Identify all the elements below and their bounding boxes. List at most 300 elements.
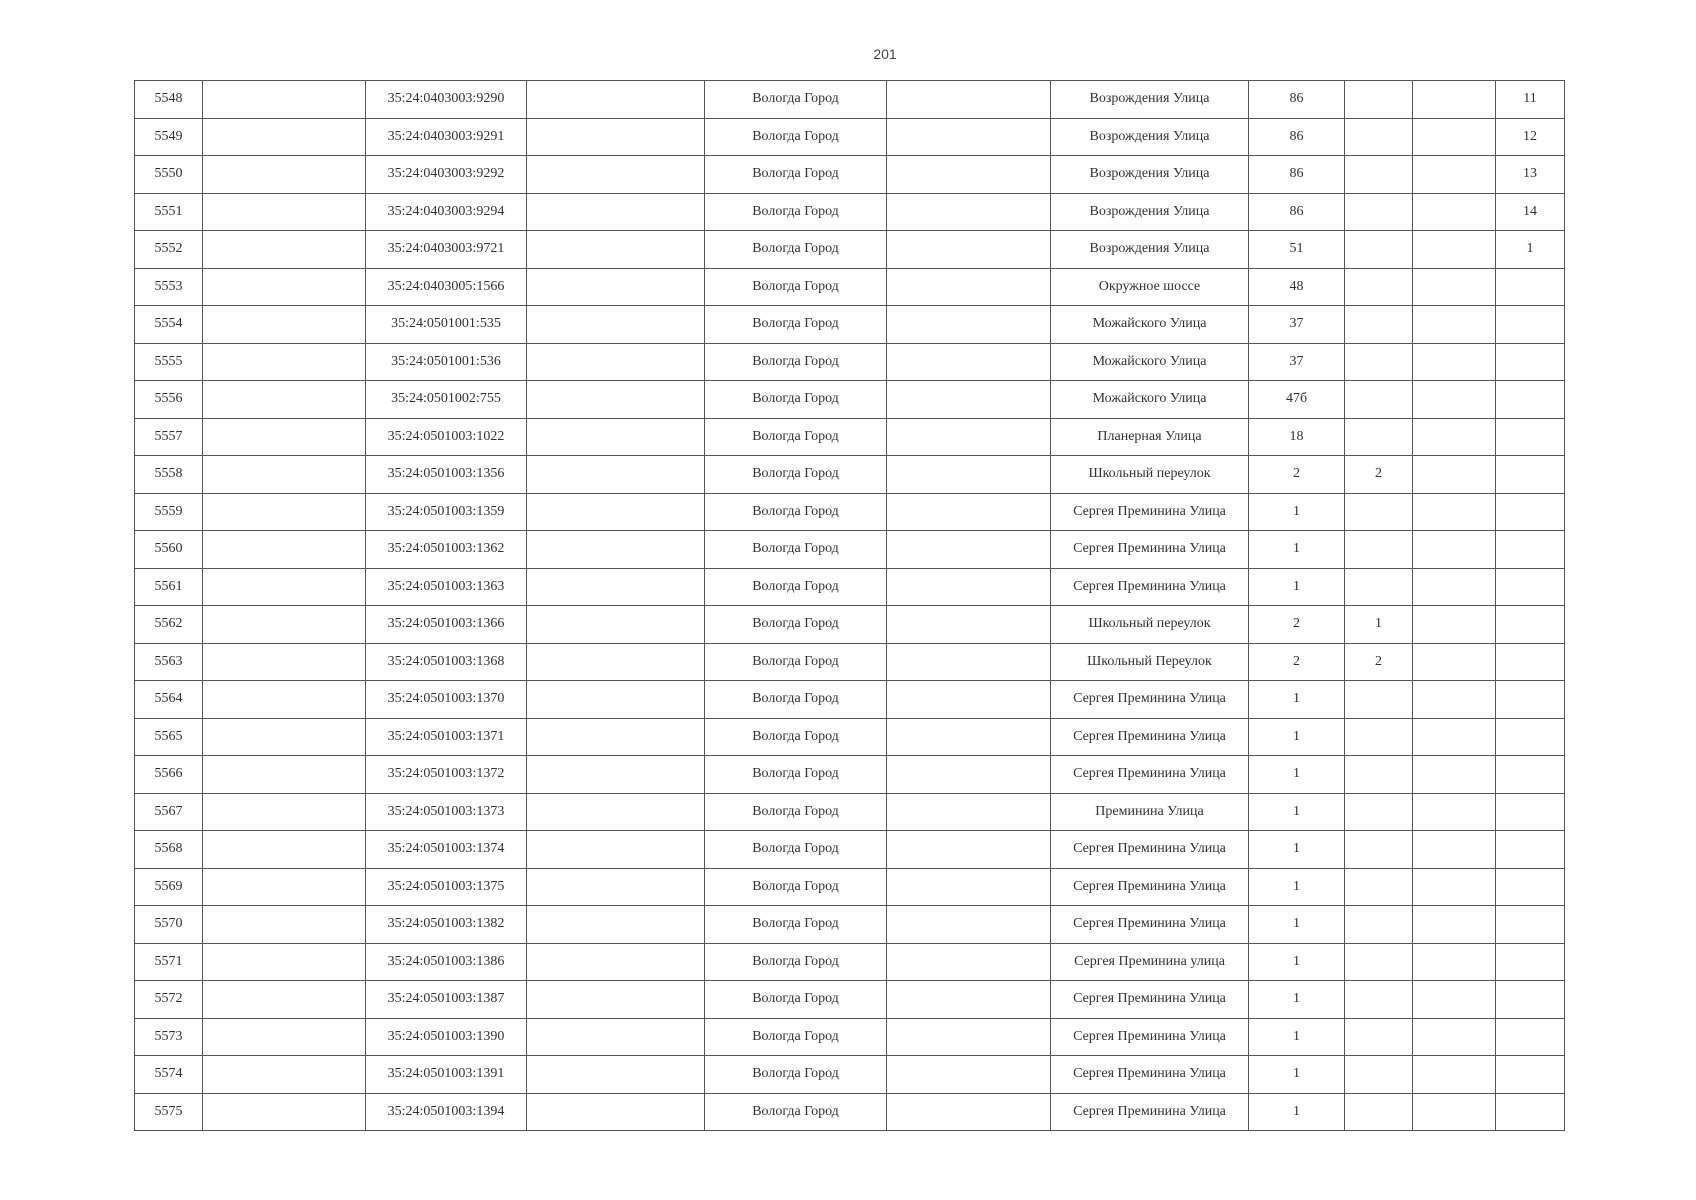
cell-building [1345,831,1413,869]
cell-row-number: 5551 [135,193,203,231]
cell-empty [887,756,1051,794]
cell-row-number: 5555 [135,343,203,381]
cell-empty [203,118,366,156]
cell-apartment [1496,1056,1565,1094]
cell-structure [1413,231,1496,269]
cell-house: 37 [1249,306,1345,344]
cell-row-number: 5566 [135,756,203,794]
cell-row-number: 5550 [135,156,203,194]
cell-empty [887,493,1051,531]
cell-structure [1413,306,1496,344]
cell-row-number: 5567 [135,793,203,831]
table-row [135,756,1565,794]
cell-row-number: 5560 [135,531,203,569]
cell-row-number: 5556 [135,381,203,419]
cell-structure [1413,906,1496,944]
cell-building: 1 [1345,606,1413,644]
cell-structure [1413,268,1496,306]
cell-empty [527,493,705,531]
cell-city: Вологда Город [705,1093,887,1131]
cell-empty [527,981,705,1019]
cell-city: Вологда Город [705,493,887,531]
cell-street: Планерная Улица [1051,418,1249,456]
cell-empty [887,943,1051,981]
cell-apartment [1496,343,1565,381]
table-row [135,381,1565,419]
cell-empty [887,831,1051,869]
cell-empty [203,568,366,606]
cell-city: Вологда Город [705,906,887,944]
cell-empty [527,943,705,981]
table-row [135,531,1565,569]
cell-structure [1413,381,1496,419]
cell-city: Вологда Город [705,231,887,269]
cell-row-number: 5575 [135,1093,203,1131]
cell-apartment [1496,531,1565,569]
page-number: 201 [873,46,897,62]
cell-structure [1413,568,1496,606]
table-row [135,906,1565,944]
table-row [135,718,1565,756]
cell-cadastral-number: 35:24:0501003:1362 [366,531,527,569]
cell-empty [203,268,366,306]
cell-apartment [1496,943,1565,981]
cell-empty [887,868,1051,906]
cell-empty [527,568,705,606]
cell-apartment [1496,831,1565,869]
cell-cadastral-number: 35:24:0501003:1387 [366,981,527,1019]
cell-apartment [1496,756,1565,794]
table-row [135,943,1565,981]
cell-building [1345,156,1413,194]
cell-house: 1 [1249,756,1345,794]
cell-empty [887,1056,1051,1094]
cell-building [1345,381,1413,419]
cell-empty [203,793,366,831]
cell-house: 86 [1249,118,1345,156]
cell-empty [527,193,705,231]
cell-empty [887,643,1051,681]
cell-city: Вологда Город [705,118,887,156]
cell-apartment [1496,456,1565,494]
cell-row-number: 5573 [135,1018,203,1056]
cell-structure [1413,1018,1496,1056]
cell-cadastral-number: 35:24:0501003:1373 [366,793,527,831]
cell-row-number: 5574 [135,1056,203,1094]
cell-house: 47б [1249,381,1345,419]
cell-street: Сергея Преминина Улица [1051,981,1249,1019]
table-body [135,81,1565,1131]
cell-empty [203,906,366,944]
cell-empty [527,1093,705,1131]
cell-empty [887,231,1051,269]
cell-apartment [1496,906,1565,944]
cell-empty [527,156,705,194]
cell-empty [527,643,705,681]
cell-city: Вологда Город [705,268,887,306]
cell-empty [887,381,1051,419]
cell-structure [1413,1093,1496,1131]
cell-street: Можайского Улица [1051,381,1249,419]
cell-building [1345,943,1413,981]
cell-apartment [1496,1018,1565,1056]
cell-empty [203,193,366,231]
cell-empty [527,231,705,269]
cell-building [1345,681,1413,719]
cell-empty [887,306,1051,344]
cell-house: 1 [1249,1018,1345,1056]
cell-house: 2 [1249,456,1345,494]
cell-building [1345,906,1413,944]
cell-row-number: 5564 [135,681,203,719]
cell-empty [203,868,366,906]
cell-structure [1413,868,1496,906]
cell-building [1345,268,1413,306]
cell-cadastral-number: 35:24:0501003:1394 [366,1093,527,1131]
cell-house: 1 [1249,906,1345,944]
cell-empty [203,981,366,1019]
cell-structure [1413,718,1496,756]
cell-structure [1413,193,1496,231]
cell-empty [203,231,366,269]
cell-row-number: 5563 [135,643,203,681]
cell-cadastral-number: 35:24:0501003:1390 [366,1018,527,1056]
cell-house: 86 [1249,81,1345,119]
cell-street: Сергея Преминина Улица [1051,1093,1249,1131]
table-row [135,981,1565,1019]
cell-empty [887,606,1051,644]
cell-empty [527,831,705,869]
cell-street: Сергея Преминина Улица [1051,906,1249,944]
cell-row-number: 5562 [135,606,203,644]
cell-street: Сергея Преминина Улица [1051,568,1249,606]
cell-empty [887,456,1051,494]
cell-house: 1 [1249,793,1345,831]
cell-cadastral-number: 35:24:0403003:9292 [366,156,527,194]
cell-empty [527,343,705,381]
cell-cadastral-number: 35:24:0501003:1374 [366,831,527,869]
table-row [135,606,1565,644]
cell-street: Сергея Преминина улица [1051,943,1249,981]
cell-cadastral-number: 35:24:0501003:1371 [366,718,527,756]
cell-street: Возрождения Улица [1051,81,1249,119]
cell-city: Вологда Город [705,868,887,906]
cell-city: Вологда Город [705,681,887,719]
cell-empty [527,531,705,569]
cell-row-number: 5553 [135,268,203,306]
cell-empty [887,268,1051,306]
cell-building [1345,118,1413,156]
cell-street: Сергея Преминина Улица [1051,493,1249,531]
cell-empty [203,81,366,119]
cell-apartment [1496,493,1565,531]
cell-street: Окружное шоссе [1051,268,1249,306]
cell-street: Возрождения Улица [1051,156,1249,194]
cell-building [1345,868,1413,906]
cell-row-number: 5565 [135,718,203,756]
cell-apartment [1496,381,1565,419]
table-row [135,231,1565,269]
cell-apartment [1496,793,1565,831]
cell-empty [203,831,366,869]
cell-building [1345,981,1413,1019]
cell-empty [203,156,366,194]
cell-house: 86 [1249,193,1345,231]
cell-empty [203,606,366,644]
cell-street: Возрождения Улица [1051,231,1249,269]
cell-street: Школьный Переулок [1051,643,1249,681]
cell-cadastral-number: 35:24:0501003:1386 [366,943,527,981]
cell-structure [1413,531,1496,569]
cell-city: Вологда Город [705,531,887,569]
cell-apartment: 1 [1496,231,1565,269]
cell-row-number: 5549 [135,118,203,156]
cell-empty [887,193,1051,231]
cell-empty [527,1018,705,1056]
cell-house: 1 [1249,681,1345,719]
cell-street: Возрождения Улица [1051,118,1249,156]
cell-building [1345,793,1413,831]
table-row [135,868,1565,906]
cell-apartment [1496,606,1565,644]
cell-empty [887,418,1051,456]
cell-street: Можайского Улица [1051,343,1249,381]
cell-empty [203,681,366,719]
cell-city: Вологда Город [705,1018,887,1056]
cell-cadastral-number: 35:24:0403003:9290 [366,81,527,119]
cell-house: 1 [1249,943,1345,981]
cell-structure [1413,756,1496,794]
cell-empty [203,418,366,456]
table-row [135,268,1565,306]
table-row [135,1093,1565,1131]
cell-empty [527,81,705,119]
cell-city: Вологда Город [705,456,887,494]
cell-house: 1 [1249,531,1345,569]
cell-row-number: 5557 [135,418,203,456]
cell-empty [527,681,705,719]
cell-cadastral-number: 35:24:0403005:1566 [366,268,527,306]
cell-structure [1413,643,1496,681]
cell-empty [887,81,1051,119]
cell-apartment [1496,643,1565,681]
cell-city: Вологда Город [705,643,887,681]
cell-building [1345,493,1413,531]
table-row [135,493,1565,531]
table-row [135,1056,1565,1094]
cell-cadastral-number: 35:24:0501002:755 [366,381,527,419]
cell-city: Вологда Город [705,981,887,1019]
cell-house: 1 [1249,868,1345,906]
register-table [134,80,1565,1131]
cell-apartment: 11 [1496,81,1565,119]
cell-house: 18 [1249,418,1345,456]
cell-building [1345,1056,1413,1094]
cell-cadastral-number: 35:24:0501003:1022 [366,418,527,456]
cell-building: 2 [1345,643,1413,681]
cell-building [1345,568,1413,606]
cell-empty [887,1093,1051,1131]
cell-structure [1413,831,1496,869]
cell-street: Сергея Преминина Улица [1051,531,1249,569]
cell-apartment [1496,718,1565,756]
cell-city: Вологда Город [705,831,887,869]
cell-apartment [1496,306,1565,344]
cell-empty [887,1018,1051,1056]
table-row [135,156,1565,194]
cell-cadastral-number: 35:24:0501003:1368 [366,643,527,681]
cell-building [1345,81,1413,119]
cell-structure [1413,981,1496,1019]
cell-empty [527,868,705,906]
cell-apartment [1496,681,1565,719]
cell-cadastral-number: 35:24:0403003:9294 [366,193,527,231]
table-row [135,81,1565,119]
cell-apartment [1496,868,1565,906]
cell-street: Сергея Преминина Улица [1051,868,1249,906]
cell-empty [527,793,705,831]
cell-structure [1413,1056,1496,1094]
cell-empty [527,606,705,644]
cell-city: Вологда Город [705,756,887,794]
cell-street: Школьный переулок [1051,606,1249,644]
cell-city: Вологда Город [705,343,887,381]
cell-structure [1413,943,1496,981]
cell-empty [887,118,1051,156]
cell-house: 86 [1249,156,1345,194]
cell-cadastral-number: 35:24:0501003:1356 [366,456,527,494]
cell-empty [203,531,366,569]
cell-apartment: 14 [1496,193,1565,231]
cell-empty [527,306,705,344]
cell-cadastral-number: 35:24:0501003:1372 [366,756,527,794]
cell-row-number: 5559 [135,493,203,531]
cell-city: Вологда Город [705,568,887,606]
cell-house: 1 [1249,981,1345,1019]
cell-house: 1 [1249,1056,1345,1094]
cell-empty [527,756,705,794]
table-row [135,681,1565,719]
cell-empty [887,531,1051,569]
table-row [135,831,1565,869]
cell-house: 51 [1249,231,1345,269]
cell-street: Школьный переулок [1051,456,1249,494]
cell-empty [887,793,1051,831]
cell-empty [527,381,705,419]
cell-street: Возрождения Улица [1051,193,1249,231]
cell-building [1345,531,1413,569]
cell-structure [1413,493,1496,531]
cell-building [1345,231,1413,269]
cell-building [1345,1093,1413,1131]
cell-empty [203,456,366,494]
cell-street: Сергея Преминина Улица [1051,831,1249,869]
cell-city: Вологда Город [705,1056,887,1094]
cell-structure [1413,606,1496,644]
cell-empty [527,118,705,156]
cell-empty [203,1093,366,1131]
cell-building [1345,193,1413,231]
cell-city: Вологда Город [705,381,887,419]
cell-city: Вологда Город [705,156,887,194]
cell-cadastral-number: 35:24:0501003:1375 [366,868,527,906]
cell-empty [203,643,366,681]
cell-building [1345,718,1413,756]
cell-empty [887,343,1051,381]
cell-empty [887,568,1051,606]
cell-city: Вологда Город [705,718,887,756]
cell-structure [1413,81,1496,119]
cell-house: 1 [1249,718,1345,756]
cell-house: 1 [1249,831,1345,869]
cell-apartment [1496,268,1565,306]
cell-row-number: 5572 [135,981,203,1019]
cell-structure [1413,681,1496,719]
cell-empty [527,268,705,306]
cell-empty [203,756,366,794]
cell-empty [203,718,366,756]
cell-row-number: 5570 [135,906,203,944]
cell-empty [203,1018,366,1056]
table-row [135,118,1565,156]
cell-empty [203,306,366,344]
cell-row-number: 5571 [135,943,203,981]
cell-building [1345,756,1413,794]
cell-structure [1413,418,1496,456]
cell-house: 1 [1249,493,1345,531]
cell-building [1345,343,1413,381]
cell-cadastral-number: 35:24:0501003:1359 [366,493,527,531]
cell-house: 37 [1249,343,1345,381]
cell-row-number: 5568 [135,831,203,869]
cell-city: Вологда Город [705,81,887,119]
cell-row-number: 5569 [135,868,203,906]
cell-empty [527,1056,705,1094]
cell-cadastral-number: 35:24:0501001:536 [366,343,527,381]
cell-cadastral-number: 35:24:0501003:1370 [366,681,527,719]
cell-city: Вологда Город [705,418,887,456]
cell-empty [203,493,366,531]
cell-empty [203,343,366,381]
cell-house: 1 [1249,568,1345,606]
cell-city: Вологда Город [705,193,887,231]
cell-cadastral-number: 35:24:0403003:9721 [366,231,527,269]
cell-structure [1413,156,1496,194]
cell-structure [1413,343,1496,381]
cell-city: Вологда Город [705,606,887,644]
cell-row-number: 5552 [135,231,203,269]
cell-cadastral-number: 35:24:0501003:1391 [366,1056,527,1094]
cell-city: Вологда Город [705,306,887,344]
cell-row-number: 5558 [135,456,203,494]
cell-cadastral-number: 35:24:0501003:1363 [366,568,527,606]
cell-building [1345,1018,1413,1056]
table-row [135,1018,1565,1056]
cell-row-number: 5548 [135,81,203,119]
cell-empty [203,1056,366,1094]
cell-apartment [1496,981,1565,1019]
cell-empty [527,718,705,756]
cell-apartment [1496,1093,1565,1131]
cell-row-number: 5554 [135,306,203,344]
cell-apartment [1496,418,1565,456]
cell-empty [527,456,705,494]
cell-empty [887,906,1051,944]
table-row [135,568,1565,606]
cell-city: Вологда Город [705,943,887,981]
table-row [135,193,1565,231]
cell-house: 2 [1249,606,1345,644]
